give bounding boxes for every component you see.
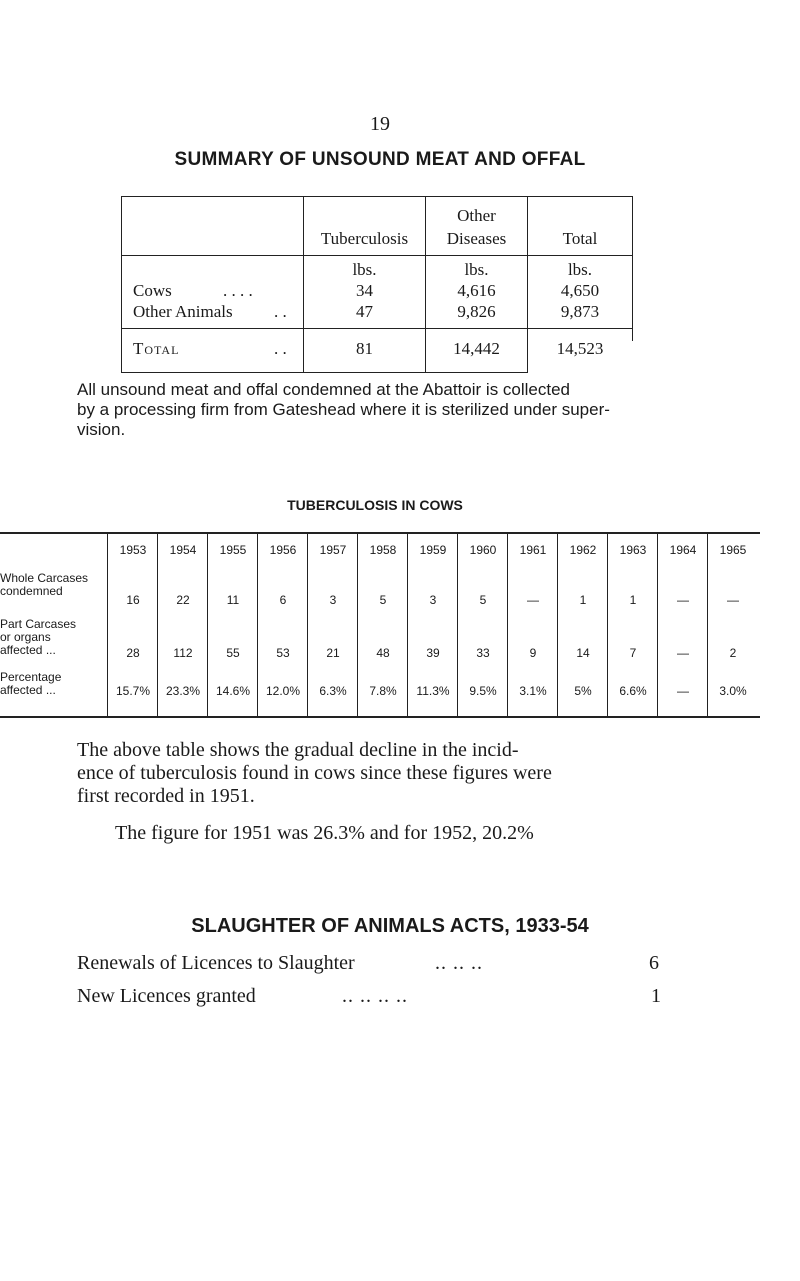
- table-cell: 28: [126, 646, 140, 660]
- table-cell: 23.3%: [165, 684, 201, 698]
- table-cell: —: [677, 646, 689, 660]
- table-cell: 5: [479, 593, 487, 607]
- licence-label: New Licences granted: [77, 985, 256, 1007]
- table-cell: 2: [729, 646, 737, 660]
- table-cell: 9,826: [457, 302, 496, 321]
- table-rule-bottom: [0, 716, 760, 718]
- table-cell: 12.0%: [265, 684, 301, 698]
- row-label: affected ...: [0, 643, 56, 657]
- table-border-bottom: [121, 372, 527, 373]
- year-header: 1965: [719, 543, 747, 557]
- table-cell: 53: [276, 646, 290, 660]
- row-label: Part Carcases: [0, 617, 77, 631]
- total-cell: 14,442: [453, 339, 500, 358]
- total-label: Total: [133, 339, 180, 358]
- licence-value: 6: [649, 952, 659, 974]
- year-header: 1961: [519, 543, 547, 557]
- tuberculosis-title: TUBERCULOSIS IN COWS: [287, 497, 463, 513]
- table-cell: 7.8%: [369, 684, 397, 698]
- paragraph-line: first recorded in 1951.: [77, 785, 255, 807]
- year-header: 1954: [169, 543, 197, 557]
- header-tuberculosis: Tuberculosis: [320, 229, 409, 248]
- unit-cell: lbs.: [352, 260, 377, 279]
- year-header: 1964: [669, 543, 697, 557]
- table-cell: —: [677, 593, 689, 607]
- row-leader: . .: [274, 302, 287, 321]
- row-label-other-animals: Other Animals: [133, 302, 233, 321]
- table-cell: 4,616: [457, 281, 496, 300]
- table-cell: 3.1%: [519, 684, 547, 698]
- year-header: 1956: [269, 543, 297, 557]
- paragraph-line: vision.: [77, 420, 126, 439]
- total-cell: 14,523: [556, 339, 604, 358]
- row-label: Percentage: [0, 670, 62, 684]
- table-cell: 15.7%: [115, 684, 151, 698]
- table-cell: 9.5%: [469, 684, 497, 698]
- licence-value: 1: [651, 985, 661, 1007]
- row-leader: . .: [274, 339, 287, 358]
- row-label: condemned: [0, 584, 63, 598]
- table-cell: 5%: [574, 684, 592, 698]
- table-cell: 6: [279, 593, 287, 607]
- table-border-left: [121, 196, 122, 373]
- table-cell: 1: [629, 593, 637, 607]
- table-cell: 14: [576, 646, 590, 660]
- table-cell: 39: [426, 646, 440, 660]
- table-cell: 11.3%: [416, 684, 450, 698]
- paragraph-line: by a processing firm from Gateshead where it is sterilized under super-: [77, 400, 610, 419]
- year-header: 1957: [319, 543, 347, 557]
- unit-cell: lbs.: [464, 260, 489, 279]
- table-cell: 48: [376, 646, 390, 660]
- table-cell: 112: [173, 646, 193, 660]
- table-cell: 1: [579, 593, 587, 607]
- year-header: 1953: [119, 543, 147, 557]
- table-cell: 55: [226, 646, 240, 660]
- table-rule-top: [0, 532, 760, 534]
- tuberculosis-table: [0, 532, 760, 718]
- licence-leader: .. .. .. ..: [342, 985, 408, 1007]
- paragraph-line: ence of tuberculosis found in cows since these figures were: [77, 762, 552, 784]
- unit-cell: lbs.: [567, 260, 593, 279]
- licence-leader: .. .. ..: [435, 952, 483, 974]
- table-cell: 47: [356, 302, 373, 321]
- header-other-line2: Diseases: [446, 229, 507, 248]
- table-cell: 11: [226, 593, 240, 607]
- unsound-meat-table: [121, 196, 633, 373]
- table-cell: 21: [326, 646, 340, 660]
- table-cell: 14.6%: [215, 684, 251, 698]
- header-total: Total: [562, 229, 598, 248]
- row-leader: . . . .: [223, 281, 253, 300]
- table-cell: 7: [629, 646, 637, 660]
- table-cell: —: [677, 684, 689, 698]
- year-header: 1962: [569, 543, 597, 557]
- year-header: 1960: [469, 543, 497, 557]
- table-cell: 16: [126, 593, 140, 607]
- total-divider: [121, 328, 633, 329]
- abattoir-paragraph: [77, 380, 717, 440]
- header-divider: [121, 255, 633, 256]
- table-border-right: [632, 196, 633, 341]
- table-cell: 22: [176, 593, 190, 607]
- table-cell: 3: [429, 593, 437, 607]
- table-cell: 5: [379, 593, 387, 607]
- table-cell: 9,873: [560, 302, 600, 321]
- year-header: 1959: [419, 543, 447, 557]
- table-cell: 9: [529, 646, 537, 660]
- paragraph-line: All unsound meat and offal condemned at the Abattoir is collected: [77, 380, 571, 399]
- row-label: affected ...: [0, 683, 56, 697]
- licence-row-renewals: [77, 952, 657, 975]
- slaughter-acts-title: SLAUGHTER OF ANIMALS ACTS, 1933-54: [191, 915, 589, 937]
- summary-title: SUMMARY OF UNSOUND MEAT AND OFFAL: [174, 149, 586, 170]
- decline-paragraph: [77, 739, 737, 808]
- table-cell: 34: [356, 281, 373, 300]
- total-cell: 81: [356, 339, 373, 358]
- paragraph-line: The above table shows the gradual decline in the incid-: [77, 739, 519, 761]
- table-cell: 3: [329, 593, 337, 607]
- year-header: 1963: [619, 543, 647, 557]
- table-border-top: [121, 196, 633, 197]
- row-label: or organs: [0, 630, 51, 644]
- page-number: 19: [370, 113, 390, 135]
- year-header: 1958: [369, 543, 397, 557]
- year-header: 1955: [219, 543, 247, 557]
- row-label: Whole Carcases: [0, 571, 89, 585]
- header-other-line1: Other: [457, 206, 496, 225]
- table-cell: 33: [476, 646, 490, 660]
- table-cell: —: [727, 593, 739, 607]
- row-label-cows: Cows: [133, 281, 172, 300]
- table-cell: —: [527, 593, 539, 607]
- table-cell: 6.6%: [619, 684, 647, 698]
- figure-1951-paragraph: The figure for 1951 was 26.3% and for 1952, 20.2%: [115, 822, 534, 844]
- licence-label: Renewals of Licences to Slaughter: [77, 952, 355, 974]
- table-cell: 3.0%: [719, 684, 747, 698]
- licence-row-new: [77, 985, 661, 1008]
- table-cell: 6.3%: [319, 684, 347, 698]
- table-cell: 4,650: [560, 281, 600, 300]
